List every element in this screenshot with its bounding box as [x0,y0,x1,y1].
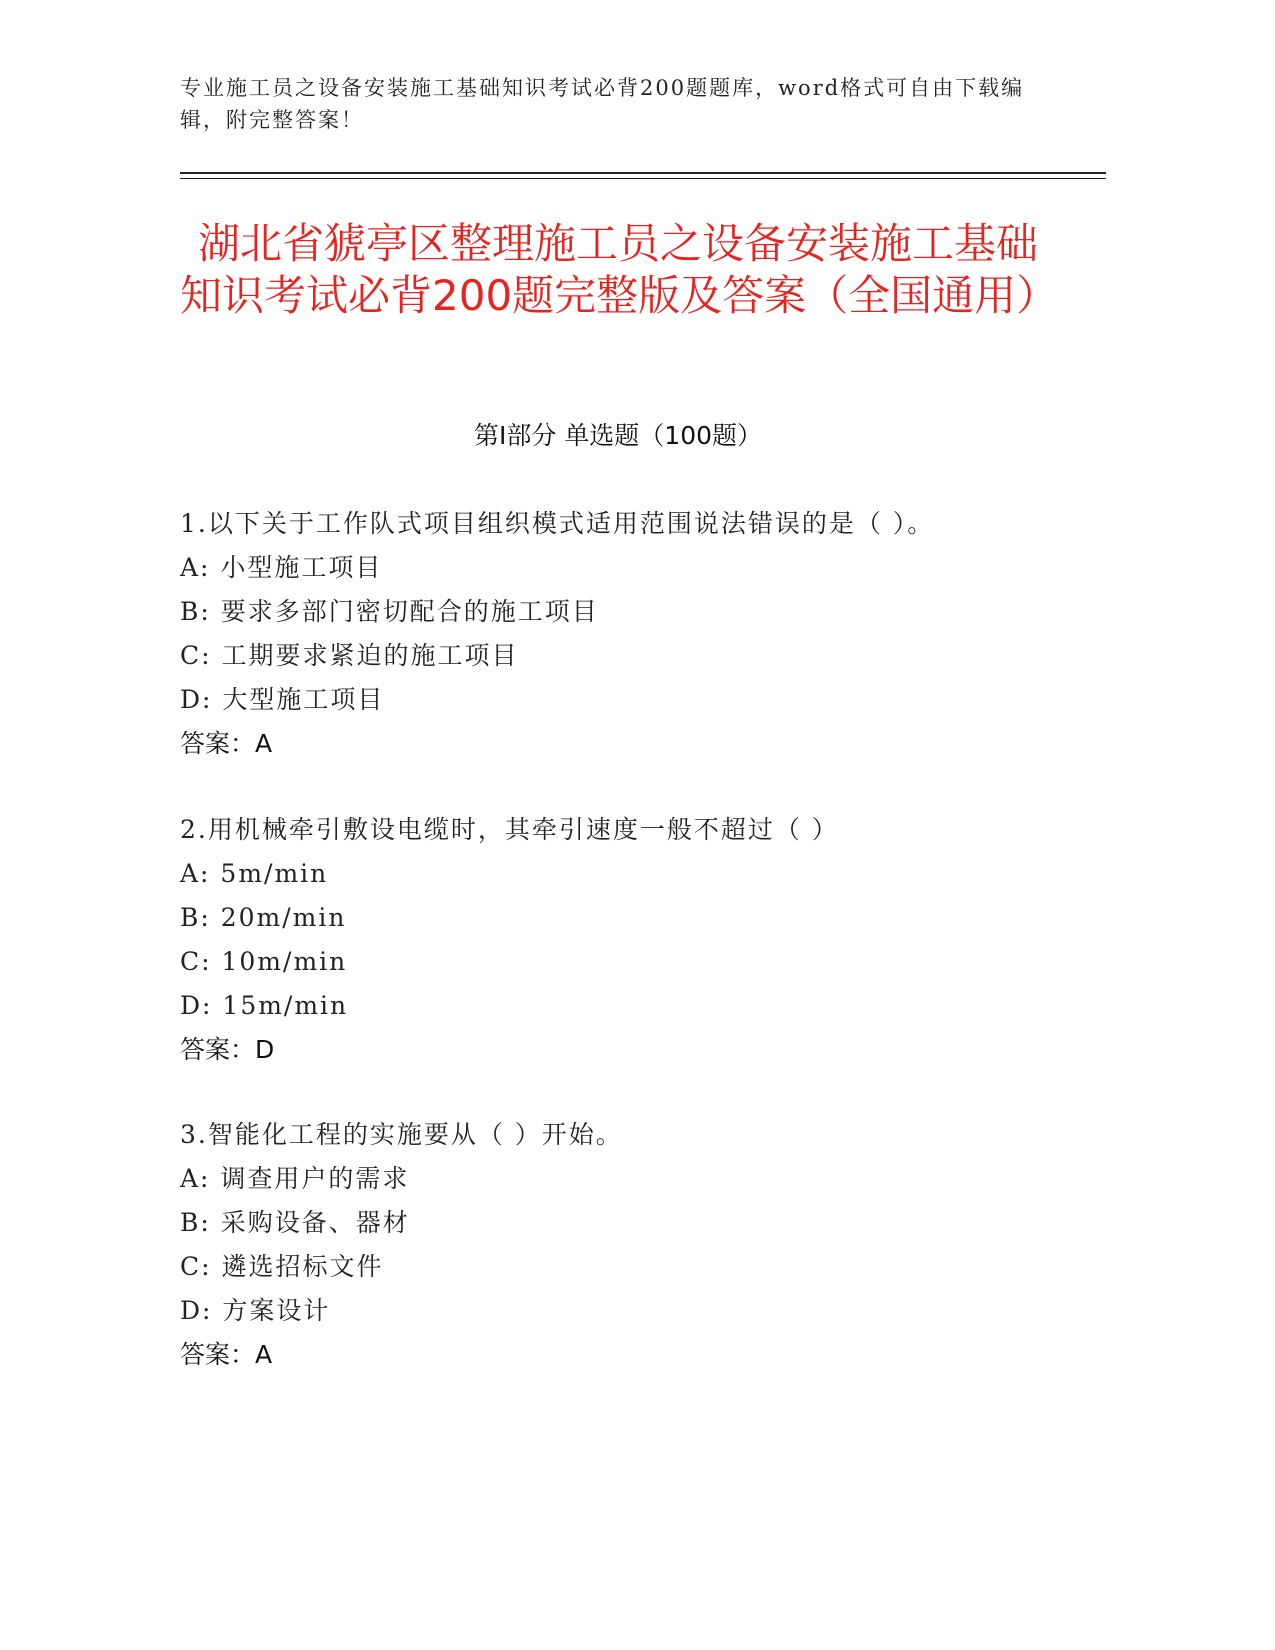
option-b: B: 要求多部门密切配合的施工项目 [180,597,599,626]
header-rule-thick [180,172,1106,174]
option-a: A: 5m/min [180,859,329,888]
option-d: D: 大型施工项目 [180,685,385,714]
section-title: 第Ⅰ部分 单选题（100题） [473,421,763,450]
option-c: C: 工期要求紧迫的施工项目 [180,641,519,670]
question-2 [180,808,1080,1072]
question-1 [180,502,1080,766]
option-d: D: 方案设计 [180,1296,331,1325]
answer-line: 答案：D [180,1035,275,1064]
answer-line: 答案：A [180,1340,273,1369]
option-c: C: 10m/min [180,947,348,976]
option-b: B: 20m/min [180,903,347,932]
header-rule-thin [180,178,1106,179]
question-stem: 1.以下关于工作队式项目组织模式适用范围说法错误的是（ ）。 [180,509,935,538]
option-a: A: 调查用户的需求 [180,1164,410,1193]
header-note: 专业施工员之设备安装施工基础知识考试必背200题题库，word格式可自由下载编辑，附完整答案！ [180,76,1025,132]
option-d: D: 15m/min [180,991,349,1020]
option-a: A: 小型施工项目 [180,553,383,582]
option-b: B: 采购设备、器材 [180,1208,410,1237]
option-c: C: 遴选招标文件 [180,1252,384,1281]
question-stem: 2.用机械牵引敷设电缆时，其牵引速度一般不超过（ ） [180,815,839,844]
document-title: 湖北省猇亭区整理施工员之设备安装施工基础知识考试必背200题完整版及答案（全国通用） [180,219,1059,320]
question-3 [180,1113,1080,1377]
question-stem: 3.智能化工程的实施要从（ ）开始。 [180,1120,623,1149]
answer-line: 答案：A [180,729,273,758]
